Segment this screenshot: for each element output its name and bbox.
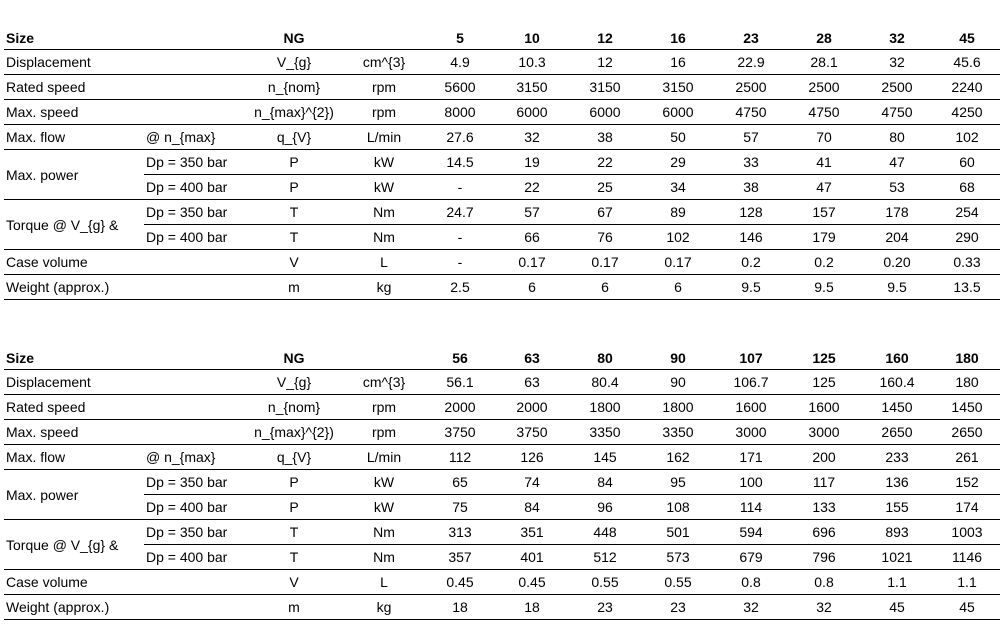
weight-value: 23 (670, 599, 686, 615)
size-value: 180 (955, 349, 979, 366)
displacement-value: 90 (670, 374, 686, 390)
max-speed-value: 3750 (444, 424, 476, 440)
displacement-value: 80.4 (591, 374, 619, 390)
displacement-value: 16 (670, 54, 686, 70)
dp-350-label: Dp = 350 bar (144, 520, 244, 545)
power-symbol: P (289, 179, 299, 195)
max-speed-value: 3000 (735, 424, 767, 440)
case-volume-row (4, 250, 1000, 275)
displacement-unit: cm^{3} (362, 374, 406, 390)
max-power-350-row (4, 150, 1000, 175)
max-speed-unit: rpm (371, 424, 397, 440)
max-power-400-row (4, 495, 1000, 520)
torque-symbol: T (244, 520, 344, 545)
power-400-value: 114 (739, 499, 763, 515)
displacement-value: 180 (955, 374, 979, 390)
ng-label: NG (283, 29, 305, 46)
max-speed-unit: rpm (371, 104, 397, 120)
torque-350-row (4, 520, 1000, 545)
max-power-350-row (4, 470, 1000, 495)
weight-value: 9.5 (814, 279, 834, 295)
max-flow-label: Max. flow (6, 129, 66, 145)
displacement-row (4, 50, 1000, 75)
max-flow-value: 200 (812, 449, 836, 465)
case-volume-value: 1.1 (957, 574, 977, 590)
rated-speed-label: Rated speed (6, 399, 86, 415)
torque-unit: Nm (373, 229, 395, 245)
case-volume-value: 0.2 (814, 254, 834, 270)
max-power-label: Max. power (4, 150, 144, 200)
torque-350-value: 24.7 (424, 200, 496, 225)
max-speed-value: 4750 (881, 104, 913, 120)
max-speed-value: 3750 (516, 424, 548, 440)
max-speed-value: 3000 (808, 424, 840, 440)
rated-speed-symbol: n_{nom} (267, 399, 321, 415)
size-value: 23 (743, 29, 759, 46)
torque-400-value: 102 (666, 229, 690, 245)
displacement-value: 63 (524, 374, 540, 390)
torque-350-value: 893 (860, 520, 934, 545)
max-flow-symbol: q_{V} (276, 449, 312, 465)
power-350-value: 95 (642, 470, 714, 495)
max-flow-value: 162 (666, 449, 690, 465)
weight-value: 45 (889, 599, 905, 615)
power-400-value: 25 (597, 179, 613, 195)
displacement-value: 12 (597, 54, 613, 70)
size-row (4, 26, 1000, 50)
case-volume-value: 0.8 (741, 574, 761, 590)
displacement-value: 106.7 (733, 374, 769, 390)
case-volume-value: - (457, 254, 463, 270)
rated-speed-value: 3150 (516, 79, 548, 95)
rated-speed-value: 2240 (951, 79, 983, 95)
power-unit: kW (373, 499, 395, 515)
torque-350-value: 594 (714, 520, 788, 545)
power-400-value: 75 (452, 499, 468, 515)
displacement-value: 4.9 (450, 54, 470, 70)
max-flow-value: 32 (524, 129, 540, 145)
torque-400-value: 1146 (951, 549, 983, 565)
torque-label: Torque @ V_{g} & (4, 200, 144, 250)
weight-value: 6 (528, 279, 536, 295)
torque-unit: Nm (344, 520, 424, 545)
power-350-value: 100 (714, 470, 788, 495)
power-350-value: 41 (788, 150, 860, 175)
torque-label: Torque @ V_{g} & (4, 520, 144, 570)
max-speed-value: 6000 (589, 104, 621, 120)
size-value: 56 (452, 349, 468, 366)
max-speed-value: 4750 (735, 104, 767, 120)
case-volume-unit: L (380, 254, 388, 270)
torque-350-value: 448 (568, 520, 642, 545)
max-speed-symbol: n_{max}^{2}) (254, 104, 334, 120)
power-350-value: 84 (568, 470, 642, 495)
displacement-row (4, 370, 1000, 395)
case-volume-value: 0.20 (883, 254, 911, 270)
rated-speed-unit: rpm (371, 79, 397, 95)
power-350-value: 136 (860, 470, 934, 495)
max-flow-value: 171 (739, 449, 763, 465)
weight-value: 32 (816, 599, 832, 615)
max-speed-value: 6000 (516, 104, 548, 120)
torque-400-value: 290 (955, 229, 979, 245)
torque-350-value: 351 (496, 520, 568, 545)
size-value: 160 (885, 349, 909, 366)
torque-400-value: 179 (812, 229, 836, 245)
weight-value: 13.5 (953, 279, 981, 295)
rated-speed-value: 2500 (735, 79, 767, 95)
torque-400-value: 573 (666, 549, 690, 565)
size-value: 90 (670, 349, 686, 366)
max-speed-value: 4750 (808, 104, 840, 120)
rated-speed-label: Rated speed (6, 79, 86, 95)
dp-350-label: Dp = 350 bar (144, 200, 244, 225)
max-flow-condition: @ n_{max} (146, 129, 216, 145)
torque-350-row (4, 200, 1000, 225)
max-flow-unit: L/min (366, 449, 402, 465)
power-400-value: 53 (889, 179, 905, 195)
max-flow-value: 38 (597, 129, 613, 145)
max-speed-value: 2650 (881, 424, 913, 440)
displacement-value: 10.3 (518, 54, 546, 70)
weight-value: 45 (959, 599, 975, 615)
weight-row (4, 275, 1000, 300)
max-flow-value: 50 (670, 129, 686, 145)
weight-label: Weight (approx.) (6, 279, 110, 295)
torque-400-row (4, 545, 1000, 570)
max-flow-symbol: q_{V} (276, 129, 312, 145)
rated-speed-value: 3150 (589, 79, 621, 95)
max-flow-value: 27.6 (446, 129, 474, 145)
case-volume-value: 0.17 (518, 254, 546, 270)
torque-symbol: T (244, 200, 344, 225)
max-flow-row (4, 445, 1000, 470)
torque-unit: Nm (373, 549, 395, 565)
torque-400-value: 512 (593, 549, 617, 565)
dp-400-label: Dp = 400 bar (146, 499, 228, 515)
torque-350-value: 313 (424, 520, 496, 545)
torque-350-value: 696 (788, 520, 860, 545)
torque-350-value: 254 (934, 200, 1000, 225)
size-value: 32 (889, 29, 905, 46)
power-400-value: 96 (597, 499, 613, 515)
displacement-unit: cm^{3} (362, 54, 406, 70)
max-flow-value: 102 (955, 129, 979, 145)
torque-350-value: 67 (568, 200, 642, 225)
max-speed-row (4, 420, 1000, 445)
torque-unit: Nm (344, 200, 424, 225)
torque-350-value: 89 (642, 200, 714, 225)
torque-350-value: 128 (714, 200, 788, 225)
max-speed-label: Max. speed (6, 104, 79, 120)
torque-350-value: 178 (860, 200, 934, 225)
max-speed-value: 6000 (662, 104, 694, 120)
max-speed-symbol: n_{max}^{2}) (254, 424, 334, 440)
power-350-value: 29 (642, 150, 714, 175)
case-volume-value: 0.55 (591, 574, 619, 590)
size-value: 28 (816, 29, 832, 46)
case-volume-symbol: V (289, 254, 299, 270)
dp-350-label: Dp = 350 bar (144, 150, 244, 175)
rated-speed-unit: rpm (371, 399, 397, 415)
rated-speed-value: 1600 (735, 399, 767, 415)
displacement-symbol: V_{g} (276, 374, 312, 390)
power-350-value: 19 (496, 150, 568, 175)
rated-speed-row (4, 395, 1000, 420)
weight-value: 32 (743, 599, 759, 615)
torque-400-value: 146 (739, 229, 763, 245)
torque-400-value: 76 (597, 229, 613, 245)
rated-speed-value: 1600 (808, 399, 840, 415)
rated-speed-value: 2500 (881, 79, 913, 95)
max-speed-label: Max. speed (6, 424, 79, 440)
displacement-symbol: V_{g} (276, 54, 312, 70)
ng-label: NG (283, 349, 305, 366)
max-speed-value: 8000 (444, 104, 476, 120)
power-symbol: P (289, 499, 299, 515)
max-flow-row (4, 125, 1000, 150)
weight-value: 18 (524, 599, 540, 615)
rated-speed-value: 1450 (881, 399, 913, 415)
torque-400-row (4, 225, 1000, 250)
max-speed-value: 3350 (662, 424, 694, 440)
case-volume-unit: L (380, 574, 388, 590)
max-speed-value: 3350 (589, 424, 621, 440)
power-400-value: 68 (959, 179, 975, 195)
torque-400-value: 357 (448, 549, 472, 565)
rated-speed-value: 1800 (662, 399, 694, 415)
displacement-value: 22.9 (737, 54, 765, 70)
case-volume-value: 0.55 (664, 574, 692, 590)
displacement-value: 125 (812, 374, 836, 390)
dp-400-label: Dp = 400 bar (146, 229, 228, 245)
max-power-label: Max. power (4, 470, 144, 520)
torque-350-value: 1003 (934, 520, 1000, 545)
power-symbol: P (244, 150, 344, 175)
case-volume-label: Case volume (6, 254, 88, 270)
case-volume-value: 1.1 (887, 574, 907, 590)
size-value: 63 (524, 349, 540, 366)
weight-value: 6 (674, 279, 682, 295)
case-volume-value: 0.33 (953, 254, 981, 270)
power-350-value: 22 (568, 150, 642, 175)
case-volume-value: 0.45 (518, 574, 546, 590)
power-symbol: P (244, 470, 344, 495)
torque-350-value: 57 (496, 200, 568, 225)
power-350-value: 74 (496, 470, 568, 495)
torque-symbol: T (289, 229, 299, 245)
torque-400-value: 204 (885, 229, 909, 245)
size-value: 5 (456, 29, 464, 46)
case-volume-value: 0.2 (741, 254, 761, 270)
torque-400-value: 1021 (881, 549, 913, 565)
power-400-value: 108 (666, 499, 690, 515)
rated-speed-value: 2000 (516, 399, 548, 415)
power-unit: kW (344, 150, 424, 175)
weight-value: 9.5 (741, 279, 761, 295)
case-volume-value: 0.8 (814, 574, 834, 590)
power-400-value: 133 (812, 499, 836, 515)
weight-value: 23 (597, 599, 613, 615)
dp-400-label: Dp = 400 bar (146, 549, 228, 565)
power-350-value: 14.5 (424, 150, 496, 175)
power-400-value: 174 (955, 499, 979, 515)
rated-speed-value: 1800 (589, 399, 621, 415)
rated-speed-value: 2500 (808, 79, 840, 95)
size-value: 107 (739, 349, 763, 366)
max-flow-condition: @ n_{max} (146, 449, 216, 465)
max-flow-value: 126 (520, 449, 544, 465)
size-row (4, 346, 1000, 370)
power-400-value: - (457, 179, 463, 195)
weight-value: 2.5 (450, 279, 470, 295)
displacement-label: Displacement (6, 54, 91, 70)
torque-400-value: - (457, 229, 463, 245)
displacement-value: 32 (889, 54, 905, 70)
size-label: Size (6, 349, 35, 366)
max-flow-value: 112 (448, 449, 472, 465)
max-flow-value: 261 (955, 449, 979, 465)
rated-speed-value: 5600 (444, 79, 476, 95)
max-flow-label: Max. flow (6, 449, 66, 465)
case-volume-symbol: V (289, 574, 299, 590)
spec-table-2 (4, 346, 1000, 620)
power-350-value: 65 (424, 470, 496, 495)
weight-symbol: m (288, 599, 300, 615)
power-400-value: 38 (743, 179, 759, 195)
weight-value: 18 (452, 599, 468, 615)
size-value: 16 (670, 29, 686, 46)
torque-symbol: T (289, 549, 299, 565)
torque-400-value: 401 (520, 549, 544, 565)
size-value: 80 (597, 349, 613, 366)
torque-350-value: 157 (788, 200, 860, 225)
max-flow-value: 145 (593, 449, 617, 465)
power-350-value: 60 (934, 150, 1000, 175)
torque-400-value: 796 (812, 549, 836, 565)
size-value: 12 (597, 29, 613, 46)
size-value: 10 (524, 29, 540, 46)
torque-350-value: 501 (642, 520, 714, 545)
weight-label: Weight (approx.) (6, 599, 110, 615)
power-400-value: 34 (670, 179, 686, 195)
displacement-value: 160.4 (879, 374, 915, 390)
max-flow-value: 70 (816, 129, 832, 145)
rated-speed-value: 1450 (951, 399, 983, 415)
case-volume-value: 0.17 (664, 254, 692, 270)
power-350-value: 47 (860, 150, 934, 175)
max-power-400-row (4, 175, 1000, 200)
size-label: Size (6, 29, 35, 46)
weight-symbol: m (288, 279, 300, 295)
power-400-value: 155 (885, 499, 909, 515)
rated-speed-value: 3150 (662, 79, 694, 95)
power-unit: kW (344, 470, 424, 495)
power-400-value: 84 (524, 499, 540, 515)
rated-speed-symbol: n_{nom} (267, 79, 321, 95)
power-350-value: 33 (714, 150, 788, 175)
power-350-value: 117 (788, 470, 860, 495)
max-flow-value: 233 (885, 449, 909, 465)
power-400-value: 47 (816, 179, 832, 195)
rated-speed-value: 2000 (444, 399, 476, 415)
max-speed-row (4, 100, 1000, 125)
torque-400-value: 66 (524, 229, 540, 245)
max-flow-unit: L/min (366, 129, 402, 145)
power-unit: kW (373, 179, 395, 195)
weight-unit: kg (376, 599, 392, 615)
power-400-value: 22 (524, 179, 540, 195)
weight-value: 6 (601, 279, 609, 295)
case-volume-label: Case volume (6, 574, 88, 590)
max-speed-value: 4250 (951, 104, 983, 120)
max-flow-value: 57 (743, 129, 759, 145)
case-volume-value: 0.45 (446, 574, 474, 590)
displacement-label: Displacement (6, 374, 91, 390)
torque-400-value: 679 (739, 549, 763, 565)
max-flow-value: 80 (889, 129, 905, 145)
displacement-value: 28.1 (810, 54, 838, 70)
weight-value: 9.5 (887, 279, 907, 295)
weight-row (4, 595, 1000, 620)
case-volume-row (4, 570, 1000, 595)
rated-speed-row (4, 75, 1000, 100)
dp-400-label: Dp = 400 bar (146, 179, 228, 195)
weight-unit: kg (376, 279, 392, 295)
size-value: 45 (959, 29, 975, 46)
displacement-value: 56.1 (446, 374, 474, 390)
case-volume-value: 0.17 (591, 254, 619, 270)
spec-table-1 (4, 26, 1000, 300)
size-value: 125 (812, 349, 836, 366)
displacement-value: 45.6 (953, 54, 981, 70)
power-350-value: 152 (934, 470, 1000, 495)
dp-350-label: Dp = 350 bar (144, 470, 244, 495)
max-speed-value: 2650 (951, 424, 983, 440)
